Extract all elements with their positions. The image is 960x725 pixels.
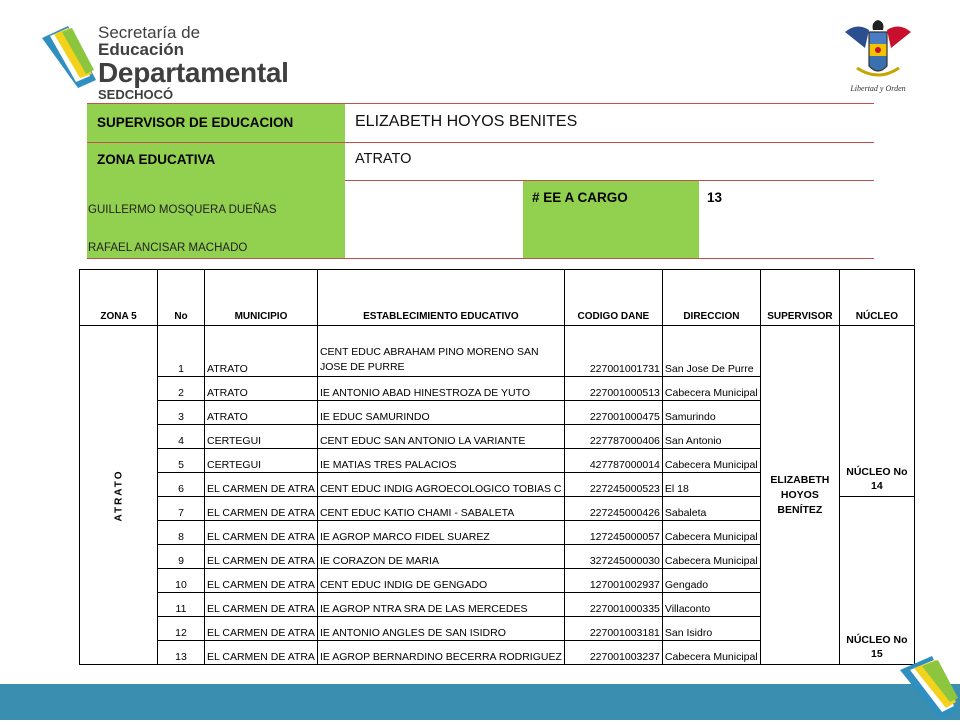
row-direccion: El 18 [662,473,760,497]
row-municipio: EL CARMEN DE ATRA [205,617,318,641]
row-establecimiento: CENT EDUC ABRAHAM PINO MORENO SAN JOSE DE PURRE [317,326,564,377]
sedchoco-logo [38,20,289,102]
row-establecimiento: CENT EDUC INDIG DE GENGADO [317,569,564,593]
zone-cell [80,326,158,665]
row-codigo: 227245000523 [564,473,662,497]
coat-of-arms-icon [843,18,913,94]
col-header-no: No [158,270,205,326]
zona-label-cell [87,143,345,259]
row-no: 8 [158,521,205,545]
row-municipio: CERTEGUI [205,449,318,473]
row-direccion: Cabecera Municipal [662,377,760,401]
row-codigo: 227001001731 [564,326,662,377]
logo-swoosh-icon [38,20,98,90]
row-establecimiento: IE CORAZON DE MARIA [317,545,564,569]
row-direccion: Sabaleta [662,497,760,521]
crest-caption: Libertad y Orden [850,84,906,93]
row-municipio: EL CARMEN DE ATRA [205,569,318,593]
zona-value: ATRATO [355,151,412,167]
nucleo-14-cell: NÚCLEO No 14 [839,326,914,497]
supervisor-cell: ELIZABETH HOYOS BENÍTEZ [760,326,839,665]
row-no: 6 [158,473,205,497]
row-no: 9 [158,545,205,569]
row-direccion: San Antonio [662,425,760,449]
row-establecimiento: CENT EDUC SAN ANTONIO LA VARIANTE [317,425,564,449]
row-no: 13 [158,641,205,665]
row-establecimiento: IE AGROP NTRA SRA DE LAS MERCEDES [317,593,564,617]
row-no: 12 [158,617,205,641]
row-no: 2 [158,377,205,401]
logo-line-3: SEDCHOCÓ [98,87,174,102]
logo-text [98,24,289,101]
row-establecimiento: IE AGROP MARCO FIDEL SUAREZ [317,521,564,545]
col-header-establecimiento: ESTABLECIMIENTO EDUCATIVO [317,270,564,326]
col-header-supervisor: SUPERVISOR [760,270,839,326]
row-codigo: 227001003237 [564,641,662,665]
row-municipio: EL CARMEN DE ATRA [205,497,318,521]
row-municipio: EL CARMEN DE ATRA [205,593,318,617]
zona-label: ZONA EDUCATIVA [97,152,216,167]
row-establecimiento: IE AGROP BERNARDINO BECERRA RODRIGUEZ [317,641,564,665]
ee-label: # EE A CARGO [532,190,628,205]
logo-line-1: Secretaría de Educación [98,23,201,59]
row-codigo: 227787000406 [564,425,662,449]
row-direccion: Cabecera Municipal [662,521,760,545]
row-codigo: 127245000057 [564,521,662,545]
col-header-direccion: DIRECCION [662,270,760,326]
row-no: 3 [158,401,205,425]
row-establecimiento: IE MATIAS TRES PALACIOS [317,449,564,473]
row-municipio: ATRATO [205,326,318,377]
row-municipio: EL CARMEN DE ATRA [205,641,318,665]
row-codigo: 227245000426 [564,497,662,521]
col-header-zona: ZONA 5 [80,270,158,326]
row-no: 1 [158,326,205,377]
corner-swoosh-icon [892,648,960,720]
supervisor-label: SUPERVISOR DE EDUCACION [97,115,294,130]
ee-label-cell [523,181,699,259]
row-no: 4 [158,425,205,449]
row-direccion: San Jose De Purre [662,326,760,377]
row-municipio: ATRATO [205,401,318,425]
supervisor-info-block [87,103,874,259]
row-establecimiento: IE EDUC SAMURINDO [317,401,564,425]
row-direccion: Gengado [662,569,760,593]
row-municipio: EL CARMEN DE ATRA [205,473,318,497]
row-codigo: 227001000513 [564,377,662,401]
row-direccion: Cabecera Municipal [662,545,760,569]
supervisor-label-cell [87,104,345,142]
row-establecimiento: IE ANTONIO ABAD HINESTROZA DE YUTO [317,377,564,401]
col-header-municipio: MUNICIPIO [205,270,318,326]
row-codigo: 327245000030 [564,545,662,569]
row-establecimiento: CENT EDUC KATIO CHAMI - SABALETA [317,497,564,521]
row-no: 7 [158,497,205,521]
zone-label: ATRATO [113,469,124,522]
row-direccion: Villaconto [662,593,760,617]
row-establecimiento: IE ANTONIO ANGLES DE SAN ISIDRO [317,617,564,641]
row-municipio: EL CARMEN DE ATRA [205,521,318,545]
row-direccion: Cabecera Municipal [662,449,760,473]
row-no: 5 [158,449,205,473]
row-codigo: 427787000014 [564,449,662,473]
row-municipio: ATRATO [205,377,318,401]
footer-band [0,684,960,720]
logo-line-2: Departamental [98,57,289,88]
table-header-row [80,270,915,326]
nucleo-15-cell: NÚCLEO No 15 [839,497,914,665]
row-direccion: San Isidro [662,617,760,641]
row-codigo: 227001003181 [564,617,662,641]
row-municipio: CERTEGUI [205,425,318,449]
supervisor-value: ELIZABETH HOYOS BENITES [355,113,578,130]
row-codigo: 227001000335 [564,593,662,617]
ee-value: 13 [707,190,723,205]
person-2: RAFAEL ANCISAR MACHADO [88,242,248,254]
schools-table [79,269,915,665]
row-no: 10 [158,569,205,593]
row-codigo: 227001000475 [564,401,662,425]
row-establecimiento: CENT EDUC INDIG AGROECOLOGICO TOBIAS C [317,473,564,497]
row-no: 11 [158,593,205,617]
col-header-codigo: CODIGO DANE [564,270,662,326]
row-direccion: Samurindo [662,401,760,425]
row-municipio: EL CARMEN DE ATRA [205,545,318,569]
row-codigo: 127001002937 [564,569,662,593]
person-1: GUILLERMO MOSQUERA DUEÑAS [88,204,277,216]
col-header-nucleo: NÚCLEO [839,270,914,326]
row-direccion: Cabecera Municipal [662,641,760,665]
table-row [80,326,915,377]
